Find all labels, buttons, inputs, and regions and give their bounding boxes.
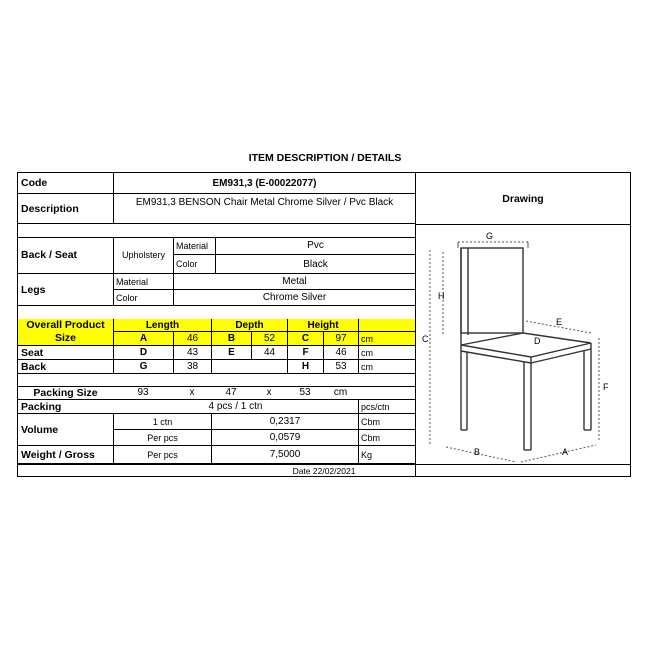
code-row xyxy=(18,173,415,194)
packing-size-label: Packing Size xyxy=(18,386,113,400)
packing-label: Packing xyxy=(18,400,113,414)
e-value: 44 xyxy=(251,346,287,360)
packing-row xyxy=(18,400,415,414)
date-text: Date 22/02/2021 xyxy=(292,466,356,476)
dim-h-label: H xyxy=(438,291,445,301)
weight-per-pcs-label: Per pcs xyxy=(113,446,211,464)
volume-row xyxy=(18,414,415,446)
dim-c-label: C xyxy=(422,334,429,344)
back-seat-material-label: Material xyxy=(173,237,215,255)
overall-size-label-line2: Size xyxy=(54,332,76,344)
description-value: EM931,3 BENSON Chair Metal Chrome Silver / Pvc Black xyxy=(113,194,415,224)
weight-value: 7,5000 xyxy=(211,446,358,464)
legs-material-label: Material xyxy=(113,274,173,290)
overall-size-label-line1: Overall Product xyxy=(26,319,105,331)
chair-outline xyxy=(461,248,591,450)
overall-unit: cm xyxy=(358,332,415,346)
packing-unit: pcs/ctn xyxy=(358,400,415,414)
packing-size-v2: 47 xyxy=(211,386,251,400)
packing-size-v1: 93 xyxy=(113,386,173,400)
d-letter: D xyxy=(113,346,173,360)
header-empty xyxy=(358,319,415,332)
weight-row xyxy=(18,446,415,464)
legs-label: Legs xyxy=(18,274,113,306)
volume-ctn-label: 1 ctn xyxy=(113,414,211,430)
spacer-row xyxy=(18,224,415,238)
legs-material-value: Metal xyxy=(173,274,415,290)
length-header: Length xyxy=(113,319,211,332)
back-seat-color-label: Color xyxy=(173,255,215,274)
c-value: 97 xyxy=(323,332,358,346)
b-value: 52 xyxy=(251,332,287,346)
legs-row xyxy=(18,274,415,306)
dim-b-label: B xyxy=(474,447,481,457)
packing-size-v3: 53 xyxy=(287,386,323,400)
b-letter: B xyxy=(211,332,251,346)
e-letter: E xyxy=(211,346,251,360)
packing-size-row xyxy=(18,386,415,400)
drawing-panel xyxy=(415,173,630,476)
chair-drawing xyxy=(416,225,630,465)
weight-label: Weight / Gross xyxy=(18,446,113,464)
back-seat-row xyxy=(18,237,415,274)
volume-label: Volume xyxy=(18,414,113,446)
legs-color-value: Chrome Silver xyxy=(173,290,415,306)
depth-header: Depth xyxy=(211,319,287,332)
dim-a-label: A xyxy=(562,447,569,457)
legs-color-label: Color xyxy=(113,290,173,306)
overall-size-label xyxy=(18,319,113,346)
a-letter: A xyxy=(113,332,173,346)
g-letter: G xyxy=(113,360,173,374)
seat-unit: cm xyxy=(358,346,415,360)
date-row xyxy=(18,464,630,477)
volume-pcs-value: 0,0579 xyxy=(211,430,358,446)
volume-pcs-unit: Cbm xyxy=(358,430,415,446)
height-header: Height xyxy=(287,319,358,332)
seat-label: Seat xyxy=(18,346,113,360)
volume-ctn-unit: Cbm xyxy=(358,414,415,430)
back-label: Back xyxy=(18,360,113,374)
page-title: ITEM DESCRIPTION / DETAILS xyxy=(248,152,402,164)
back-seat-color-value: Black xyxy=(215,255,415,274)
weight-unit: Kg xyxy=(358,446,415,464)
back-seat-label: Back / Seat xyxy=(18,237,113,274)
back-seat-material-value: Pvc xyxy=(215,237,415,255)
packing-size-x2: x xyxy=(251,386,287,400)
back-row xyxy=(18,360,415,374)
details-table xyxy=(18,173,415,476)
packing-size-empty xyxy=(358,386,415,400)
spacer-row-2 xyxy=(18,306,415,320)
volume-ctn-value: 0,2317 xyxy=(211,414,358,430)
back-empty xyxy=(211,360,287,374)
drawing-label: Drawing xyxy=(502,193,544,205)
description-row xyxy=(18,194,415,224)
overall-size-row xyxy=(18,319,415,346)
volume-pcs-label: Per pcs xyxy=(113,430,211,446)
seat-row xyxy=(18,346,415,360)
packing-size-x1: x xyxy=(173,386,211,400)
item-details-sheet xyxy=(17,172,631,477)
f-letter: F xyxy=(287,346,323,360)
a-value: 46 xyxy=(173,332,211,346)
code-label: Code xyxy=(18,173,113,194)
back-unit: cm xyxy=(358,360,415,374)
g-value: 38 xyxy=(173,360,211,374)
description-label: Description xyxy=(18,194,113,224)
c-letter: C xyxy=(287,332,323,346)
dim-e-label: E xyxy=(556,317,563,327)
h-letter: H xyxy=(287,360,323,374)
packing-value: 4 pcs / 1 ctn xyxy=(113,400,358,414)
packing-size-unit: cm xyxy=(323,386,358,400)
upholstery-label: Upholstery xyxy=(113,237,173,274)
f-value: 46 xyxy=(323,346,358,360)
dim-d-label: D xyxy=(534,336,541,346)
d-value: 43 xyxy=(173,346,211,360)
h-value: 53 xyxy=(323,360,358,374)
code-value: EM931,3 (E-00022077) xyxy=(113,173,415,194)
dim-g-label: G xyxy=(486,231,494,241)
dim-f-label: F xyxy=(603,382,609,392)
